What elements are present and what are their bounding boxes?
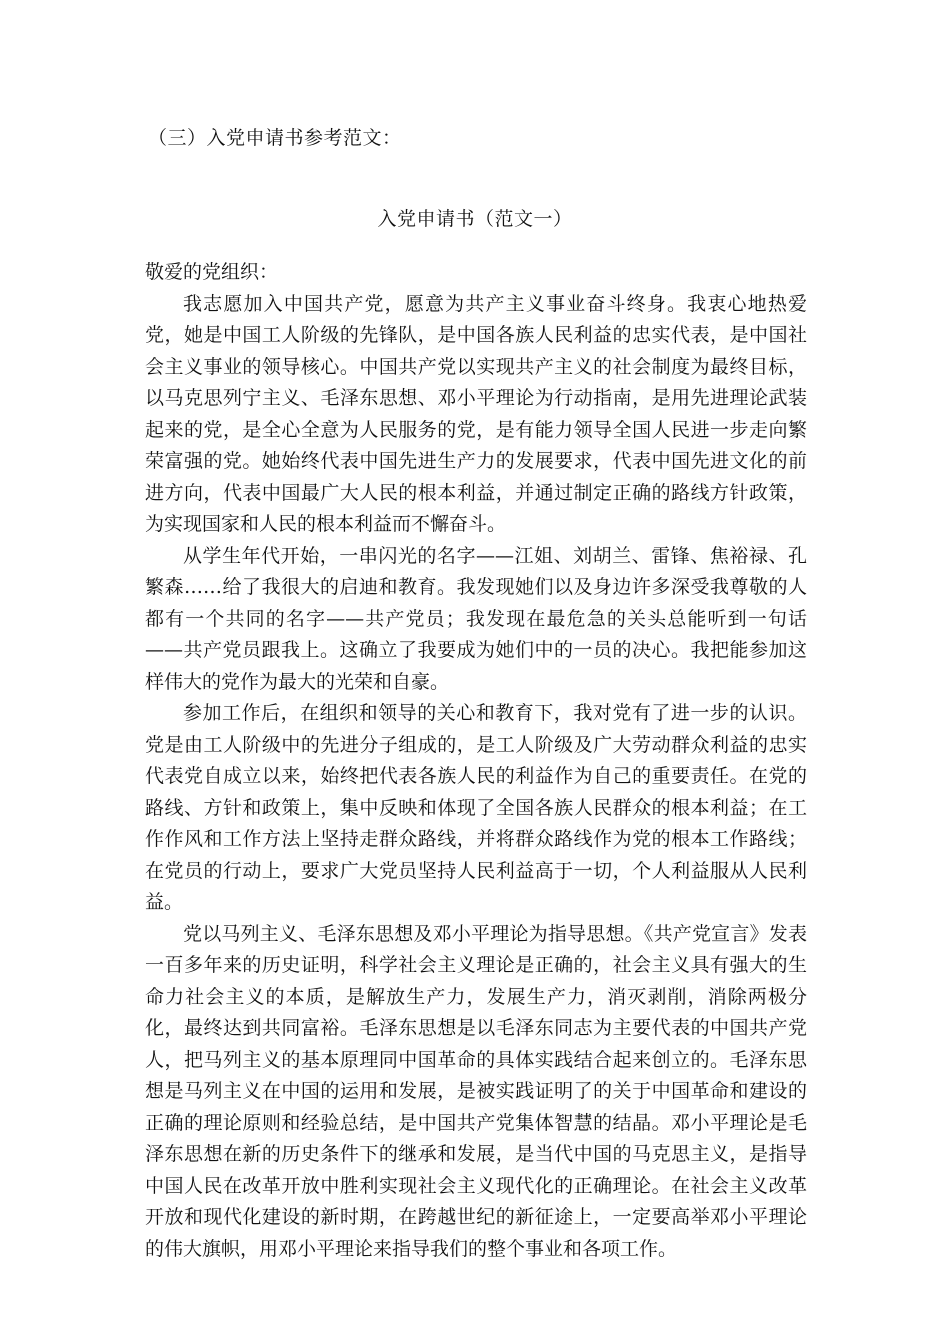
- salutation: 敬爱的党组织：: [145, 261, 279, 283]
- paragraph: 参加工作后，在组织和领导的关心和教育下，我对党有了进一步的认识。党是由工人阶级中的先进分子组成的，是工人阶级及广大劳动群众利益的忠实代表党自成立以来，始终把代表各族人民的利益作为自己的重要责任。在党的路线、方针和政策上，集中反映和体现了全国各族人民群众的根本利益；在工作作风和工作方法上坚持走群众路线，并将群众路线作为党的根本工作路线；在党员的行动上，要求广大党员坚持人民利益高于一切，个人利益服从人民利益。: [145, 702, 807, 913]
- paragraph: 我志愿加入中国共产党，愿意为共产主义事业奋斗终身。我衷心地热爱党，她是中国工人阶级的先锋队，是中国各族人民利益的忠实代表，是中国社会主义事业的领导核心。中国共产党以实现共产主义的社会制度为最终目标，以马克思列宁主义、毛泽东思想、邓小平理论为行动指南，是用先进理论武装起来的党，是全心全意为人民服务的党，是有能力领导全国人民进一步走向繁荣富强的党。她始终代表中国先进生产力的发展要求，代表中国先进文化的前进方向，代表中国最广大人民的根本利益，并通过制定正确的路线方针政策，为实现国家和人民的根本利益而不懈奋斗。: [145, 292, 807, 535]
- section-heading: （三）入党申请书参考范文：: [148, 127, 402, 149]
- paragraph: 从学生年代开始，一串闪光的名字——江姐、刘胡兰、雷锋、焦裕禄、孔繁森……给了我很大的启迪和教育。我发现她们以及身边许多深受我尊敬的人都有一个共同的名字——共产党员；我发现在最危急的关头总能听到一句话——共产党员跟我上。这确立了我要成为她们中的一员的决心。我把能参加这样伟大的党作为最大的光荣和自豪。: [145, 544, 807, 693]
- letter-body: [145, 257, 807, 1265]
- paragraph: 党以马列主义、毛泽东思想及邓小平理论为指导思想。《共产党宣言》发表一百多年来的历史证明，科学社会主义理论是正确的，社会主义具有强大的生命力社会主义的本质，是解放生产力，发展生产力，消灭剥削，消除两极分化，最终达到共同富裕。毛泽东思想是以毛泽东同志为主要代表的中国共产党人，把马列主义的基本原理同中国革命的具体实践结合起来创立的。毛泽东思想是马列主义在中国的运用和发展，是被实践证明了的关于中国革命和建设的正确的理论原则和经验总结，是中国共产党集体智慧的结晶。邓小平理论是毛泽东思想在新的历史条件下的继承和发展，是当代中国的马克思主义，是指导中国人民在改革开放中胜利实现社会主义现代化的正确理论。在社会主义改革开放和现代化建设的新时期，在跨越世纪的新征途上，一定要高举邓小平理论的伟大旗帜，用邓小平理论来指导我们的整个事业和各项工作。: [145, 922, 807, 1260]
- document-title: 入党申请书（范文一）: [377, 208, 573, 230]
